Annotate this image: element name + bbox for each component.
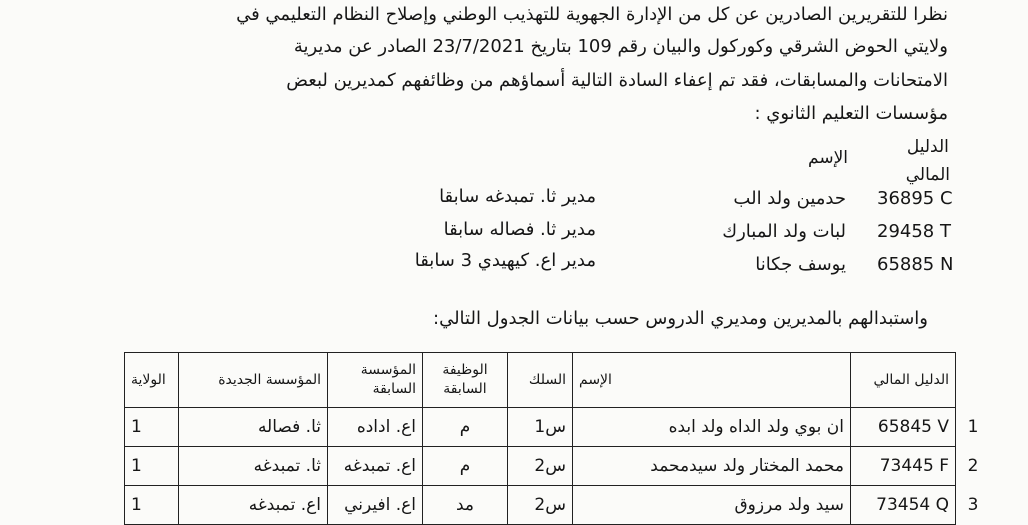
dismissed-role: مدير اع. كيهيدي 3 سابقا <box>414 250 596 271</box>
cell-old-institution: اع. تمبدغه <box>328 447 423 486</box>
header-dalil: الدليل المالي <box>851 353 956 408</box>
dismissed-name: حدمين ولد الب <box>733 188 846 209</box>
cell-wilaya: 1 <box>125 486 179 525</box>
table-row <box>125 447 991 486</box>
cell-name: محمد المختار ولد سيدمحمد <box>573 447 851 486</box>
cell-function: م <box>423 408 508 447</box>
cell-new-institution: ثا. تمبدغه <box>179 447 328 486</box>
replacement-intro: واستبدالهم بالمديرين ومديري الدروس حسب بيانات الجدول التالي: <box>433 308 928 329</box>
cell-wilaya: 1 <box>125 408 179 447</box>
row-number: 3 <box>967 495 979 515</box>
header-name: الإسم <box>573 353 851 408</box>
cell-silk: س2 <box>508 486 573 525</box>
appointments-table <box>124 352 990 525</box>
row-number: 2 <box>967 456 979 476</box>
cell-code: 73454 Q <box>851 486 956 525</box>
dismissed-header-dalil-line1: الدليل <box>906 137 949 157</box>
dismissed-code: 36895 C <box>877 188 953 209</box>
paragraph-line-1: نظرا للتقريرين الصادرين عن كل من الإدارة الجهوية للتهذيب الوطني وإصلاح النظام التعليمي في <box>236 4 948 25</box>
dismissed-header-dalil-line2: المالي <box>905 165 950 185</box>
header-old-line2: السابقة <box>372 381 416 397</box>
cell-new-institution: اع. تمبدغه <box>179 486 328 525</box>
header-wilaya: الولاية <box>125 353 179 408</box>
dismissed-role: مدير ثا. فصاله سابقا <box>443 219 596 240</box>
header-function-line2: السابقة <box>443 381 487 397</box>
table-header-row <box>125 353 991 408</box>
cell-name: سيد ولد مرزوق <box>573 486 851 525</box>
dismissed-name: يوسف جكانا <box>755 254 846 275</box>
paragraph-line-4: مؤسسات التعليم الثانوي : <box>754 103 948 124</box>
row-number: 1 <box>967 417 979 437</box>
cell-name: ان بوي ولد الداه ولد ابده <box>573 408 851 447</box>
dismissed-header-dalil <box>906 133 950 189</box>
header-new-institution: المؤسسة الجديدة <box>179 353 328 408</box>
cell-new-institution: ثا. فصاله <box>179 408 328 447</box>
header-old-line1: المؤسسة <box>360 362 416 378</box>
row-number-header <box>956 353 991 408</box>
cell-silk: س1 <box>508 408 573 447</box>
dismissed-code: 65885 N <box>877 254 954 275</box>
dismissed-role: مدير ثا. تمبدغه سابقا <box>439 186 596 207</box>
cell-function: م <box>423 447 508 486</box>
header-old-institution <box>328 353 423 408</box>
paragraph-line-2: ولايتي الحوض الشرقي وكوركول والبيان رقم 109 بتاريخ 23/7/2021 الصادر عن مديرية <box>293 36 948 57</box>
cell-code: 73445 F <box>851 447 956 486</box>
header-function <box>423 353 508 408</box>
dismissed-header-name: الإسم <box>808 148 848 168</box>
cell-old-institution: اع. اداده <box>328 408 423 447</box>
cell-code: 65845 V <box>851 408 956 447</box>
header-function-line1: الوظيفة <box>442 362 488 378</box>
paragraph-line-3: الامتحانات والمسابقات، فقد تم إعفاء السادة التالية أسماؤهم من وظائفهم كمديرين لبعض <box>286 70 948 91</box>
cell-function: مد <box>423 486 508 525</box>
cell-old-institution: اع. افيرني <box>328 486 423 525</box>
table-row <box>125 486 991 525</box>
cell-silk: س2 <box>508 447 573 486</box>
header-silk: السلك <box>508 353 573 408</box>
dismissed-name: لبات ولد المبارك <box>722 221 846 242</box>
dismissed-code: 29458 T <box>877 221 951 242</box>
cell-wilaya: 1 <box>125 447 179 486</box>
table-row <box>125 408 991 447</box>
